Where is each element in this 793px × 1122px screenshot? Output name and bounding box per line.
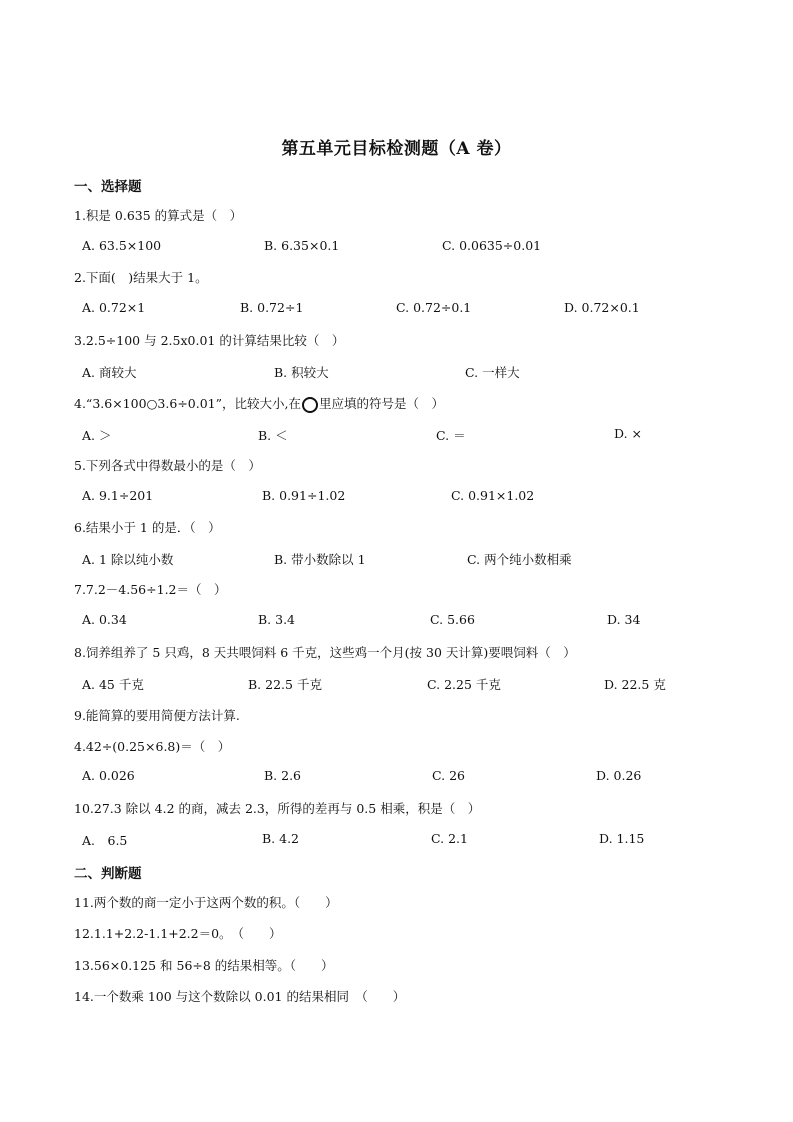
option-8a: A. 45 千克 — [82, 677, 144, 692]
option-5a: A. 9.1÷201 — [82, 488, 154, 503]
option-4b: B. ＜ — [258, 428, 288, 443]
question-9-expression: 4.42÷(0.25×6.8)＝（ ） — [74, 739, 231, 754]
option-10b: B. 4.2 — [262, 831, 300, 846]
section-heading-choice: 一、选择题 — [74, 179, 142, 195]
option-7a: A. 0.34 — [82, 612, 127, 627]
question-6: 6.结果小于 1 的是．（ ） — [74, 520, 221, 535]
option-4a: A. ＞ — [82, 428, 112, 443]
question-2: 2.下面( )结果大于 1。 — [74, 270, 208, 285]
option-10d: D. 1.15 — [599, 831, 645, 846]
judgment-12: 12.1.1+2.2-1.1+2.2＝0。 （ ） — [74, 926, 282, 941]
option-8d: D. 22.5 克 — [604, 677, 666, 692]
option-4d: D. × — [614, 426, 642, 441]
option-9d: D. 0.26 — [596, 768, 642, 783]
option-2a: A. 0.72×1 — [82, 300, 146, 315]
option-7b: B. 3.4 — [258, 612, 296, 627]
option-1b: B. 6.35×0.1 — [264, 238, 340, 253]
option-3a: A. 商较大 — [82, 365, 137, 380]
option-6b: B. 带小数除以 1 — [274, 552, 366, 567]
option-2d: D. 0.72×0.1 — [564, 300, 640, 315]
page-title: 第五单元目标检测题（A 卷） — [281, 139, 512, 159]
option-8b: B. 22.5 千克 — [248, 677, 322, 692]
section-heading-judgment: 二、判断题 — [74, 866, 142, 882]
option-10c: C. 2.1 — [431, 831, 468, 846]
option-1a: A. 63.5×100 — [82, 238, 162, 253]
option-6a: A. 1 除以纯小数 — [82, 552, 174, 567]
option-7d: D. 34 — [607, 612, 641, 627]
question-8: 8.饲养组养了 5 只鸡，8 天共喂饲料 6 千克，这些鸡一个月(按 30 天计算)要喂饲料（ ） — [74, 645, 576, 660]
option-1c: C. 0.0635÷0.01 — [442, 238, 542, 253]
question-4-text-before: 4.“3.6×100○3.6÷0.01”，比较大小,在 — [74, 396, 301, 411]
circle-blank-icon — [302, 397, 318, 413]
option-8c: C. 2.25 千克 — [427, 677, 501, 692]
question-1: 1.积是 0.635 的算式是（ ） — [74, 208, 243, 223]
option-10a: A. 6.5 — [82, 833, 128, 848]
judgment-11: 11.两个数的商一定小于这两个数的积。（ ） — [74, 895, 338, 910]
option-3c: C. 一样大 — [465, 365, 520, 380]
option-9b: B. 2.6 — [264, 768, 302, 783]
option-5b: B. 0.91÷1.02 — [262, 488, 346, 503]
question-9: 9.能简算的要用简便方法计算. — [74, 708, 240, 723]
question-4 — [74, 394, 444, 413]
judgment-13: 13.56×0.125 和 56÷8 的结果相等。（ ） — [74, 958, 334, 973]
question-7: 7.7.2－4.56÷1.2＝（ ） — [74, 582, 227, 597]
option-7c: C. 5.66 — [430, 612, 475, 627]
question-5: 5.下列各式中得数最小的是（ ） — [74, 458, 261, 473]
option-2b: B. 0.72÷1 — [240, 300, 304, 315]
option-5c: C. 0.91×1.02 — [451, 488, 535, 503]
option-4c: C. ＝ — [436, 428, 466, 443]
judgment-14: 14.一个数乘 100 与这个数除以 0.01 的结果相同 （ ） — [74, 989, 406, 1004]
option-2c: C. 0.72÷0.1 — [396, 300, 472, 315]
question-10: 10.27.3 除以 4.2 的商，减去 2.3，所得的差再与 0.5 相乘，积是（ ） — [74, 801, 481, 816]
question-4-text-after: 里应填的符号是（ ） — [318, 396, 444, 411]
option-9c: C. 26 — [432, 768, 465, 783]
option-3b: B. 积较大 — [274, 365, 329, 380]
question-3: 3.2.5÷100 与 2.5x0.01 的计算结果比较（ ） — [74, 333, 345, 348]
option-9a: A. 0.026 — [82, 768, 135, 783]
option-6c: C. 两个纯小数相乘 — [467, 552, 572, 567]
